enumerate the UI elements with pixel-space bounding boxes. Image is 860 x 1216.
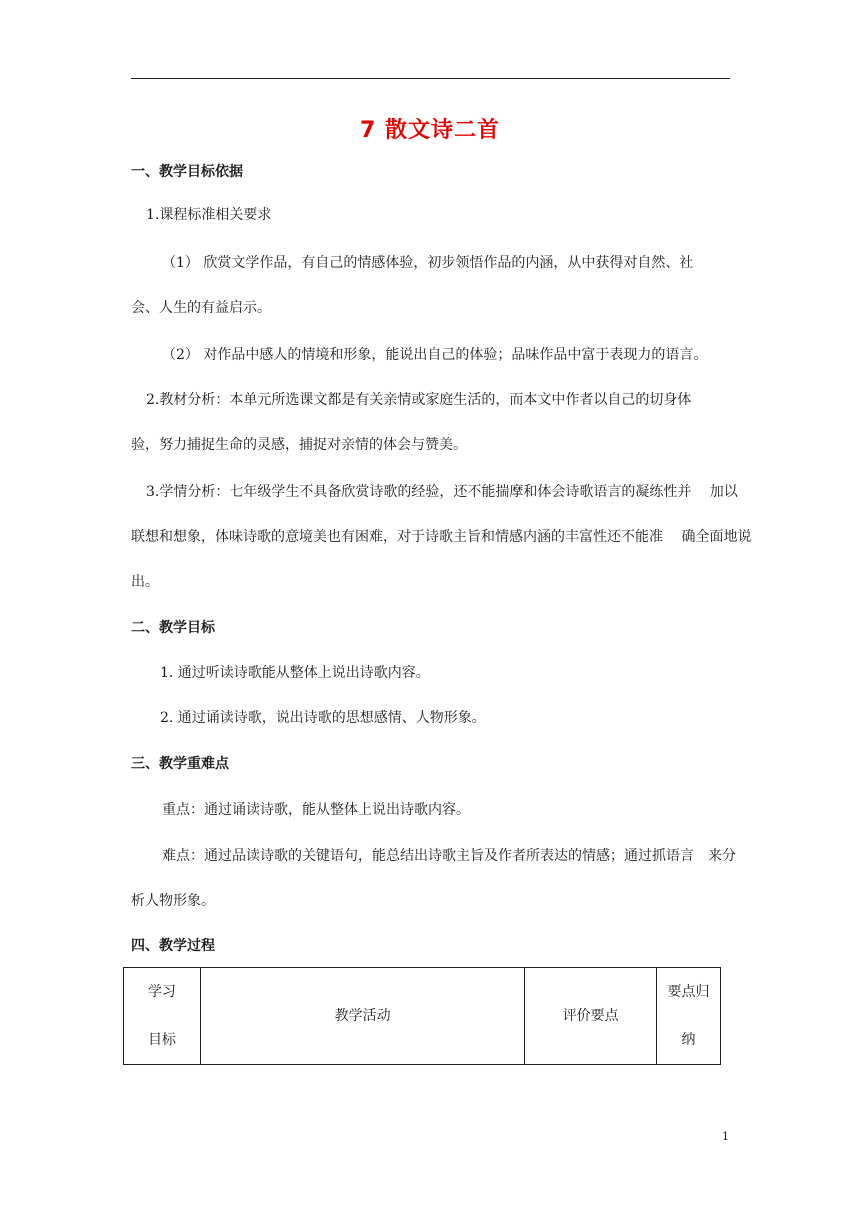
paragraph-line: 会、人生的有益启示。	[131, 300, 271, 316]
paragraph-line: 析人物形象。	[131, 893, 215, 909]
list-item: 2. 通过诵读诗歌，说出诗歌的思想感情、人物形象。	[160, 710, 486, 726]
section-heading-2: 二、教学目标	[131, 620, 215, 636]
subheading-curriculum: 1.课程标准相关要求	[146, 207, 272, 223]
section-heading-3: 三、教学重难点	[131, 756, 229, 772]
table-header-cell	[124, 968, 201, 1065]
paragraph-line: （1） 欣赏文学作品，有自己的情感体验，初步领悟作品的内涵，从中获得对自然、社	[162, 255, 694, 271]
page-title: 7 散文诗二首	[360, 118, 500, 143]
table-header-cell	[657, 968, 721, 1065]
paragraph-line: 重点：通过诵读诗歌，能从整体上说出诗歌内容。	[162, 802, 470, 818]
page-number: 1	[722, 1130, 729, 1143]
cell-text: 学习	[147, 984, 176, 1000]
table-row	[124, 968, 721, 1065]
header-rule	[131, 78, 730, 79]
cell-text: 目标	[147, 1032, 176, 1048]
paragraph-line: 验，努力捕捉生命的灵感，捕捉对亲情的体会与赞美。	[131, 437, 467, 453]
teaching-process-table	[123, 967, 721, 1065]
cell-text: 纳	[681, 1032, 696, 1048]
table-header-cell: 评价要点	[525, 968, 657, 1065]
table-header-cell: 教学活动	[200, 968, 524, 1065]
paragraph-line: 难点：通过品读诗歌的关键语句，能总结出诗歌主旨及作者所表达的情感；通过抓语言 来分	[162, 848, 736, 864]
paragraph-line: 出。	[131, 574, 159, 590]
paragraph-line: 联想和想象，体味诗歌的意境美也有困难，对于诗歌主旨和情感内涵的丰富性还不能准 确全面地说	[131, 529, 752, 545]
section-heading-1: 一、教学目标依据	[131, 164, 243, 180]
paragraph-line: 2.教材分析：本单元所选课文都是有关亲情或家庭生活的，而本文中作者以自己的切身体	[146, 392, 692, 408]
list-item: 1. 通过听读诗歌能从整体上说出诗歌内容。	[160, 665, 430, 681]
paragraph-line: （2） 对作品中感人的情境和形象，能说出自己的体验；品味作品中富于表现力的语言。	[162, 347, 708, 363]
section-heading-4: 四、教学过程	[131, 938, 215, 954]
paragraph-line: 3.学情分析：七年级学生不具备欣赏诗歌的经验，还不能揣摩和体会诗歌语言的凝练性并 加以	[146, 484, 738, 500]
cell-text: 要点归	[667, 984, 710, 1000]
